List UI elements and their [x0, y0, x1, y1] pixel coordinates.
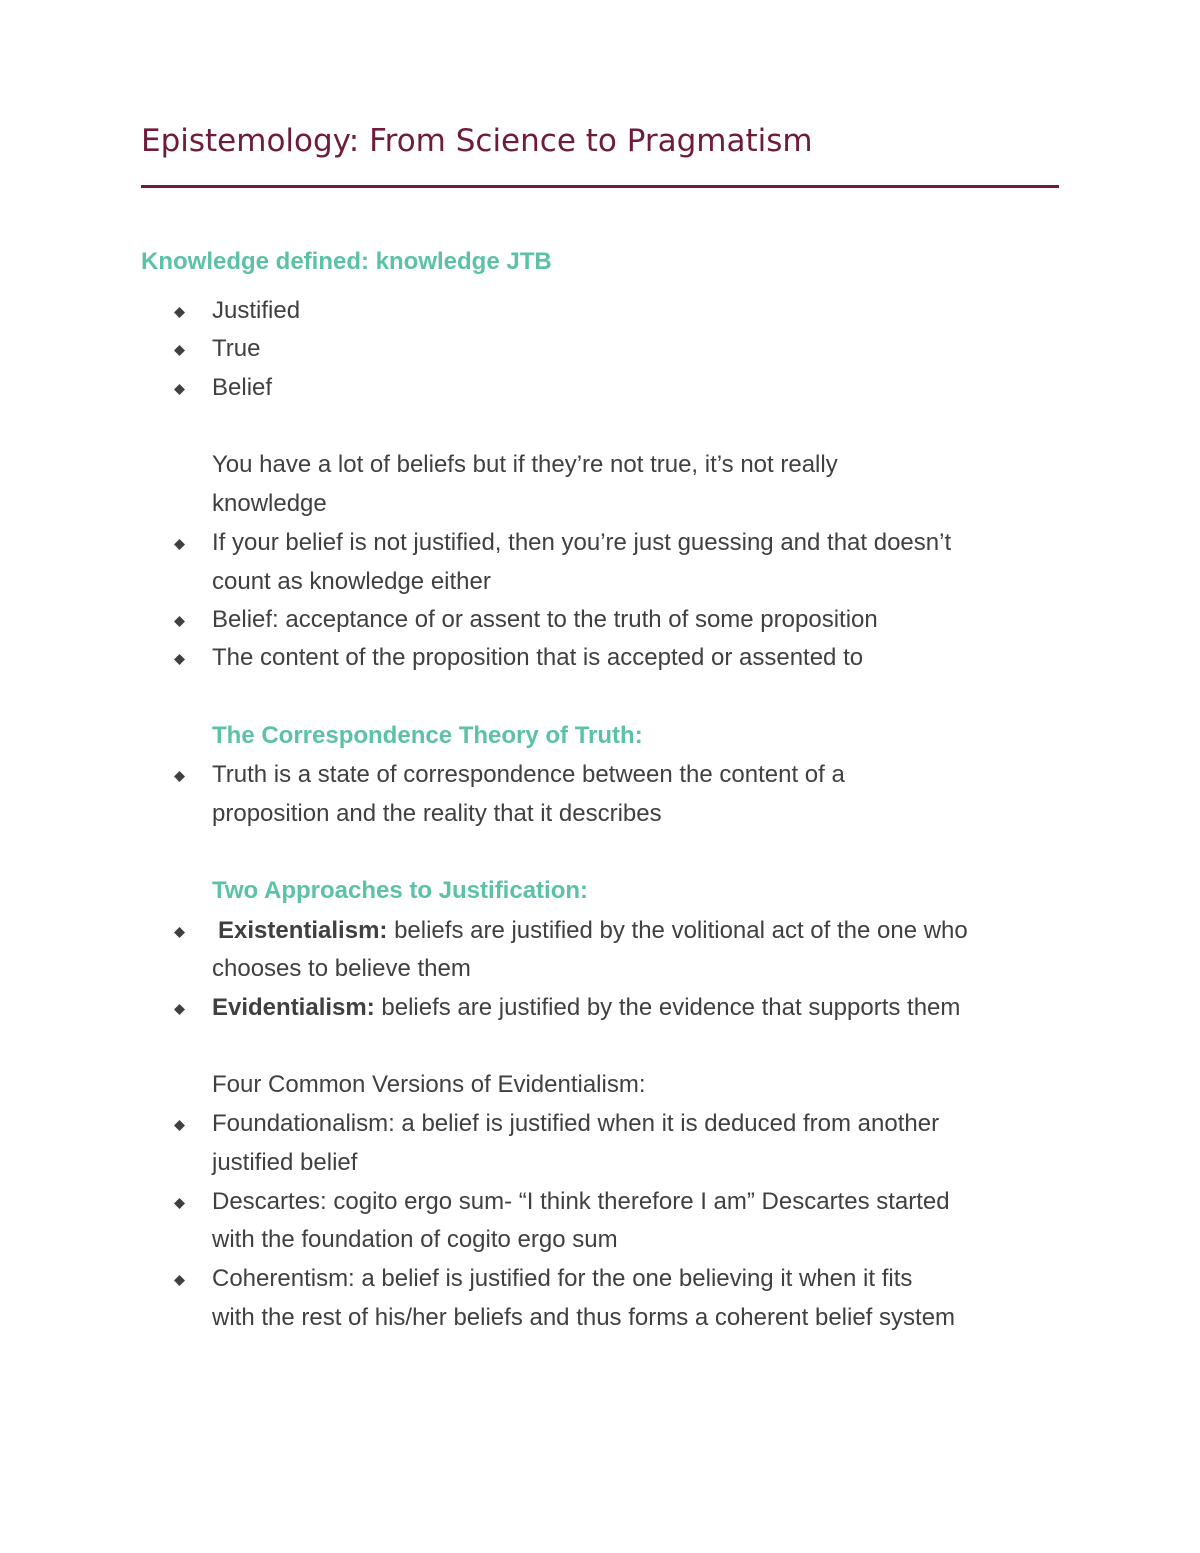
diamond-bullet-icon: [173, 344, 186, 357]
diamond-bullet-icon: [173, 1003, 186, 1016]
list-item: Belief: [212, 374, 273, 401]
paragraph-line: You have a lot of beliefs but if they’re not true, it’s not really: [212, 451, 838, 478]
paragraph-line: knowledge: [212, 490, 327, 517]
list-item-existentialism: [218, 913, 968, 949]
diamond-bullet-icon: [173, 615, 186, 628]
list-item-continuation: justified belief: [212, 1149, 358, 1176]
title-divider: [141, 185, 1059, 188]
diamond-bullet-icon: [173, 926, 186, 939]
diamond-bullet-icon: [173, 1119, 186, 1132]
diamond-bullet-icon: [173, 1274, 186, 1287]
list-item: Belief: acceptance of or assent to the truth of some proposition: [212, 606, 878, 633]
definition-evidentialism: beliefs are justified by the evidence that supports them: [374, 994, 961, 1021]
list-item-continuation: count as knowledge either: [212, 568, 491, 595]
list-item: Justified: [212, 297, 301, 324]
section-heading-justification: Two Approaches to Justification:: [212, 877, 589, 904]
list-item: Descartes: cogito ergo sum- “I think therefore I am” Descartes started: [212, 1188, 950, 1215]
diamond-bullet-icon: [173, 1197, 186, 1210]
page-title: Epistemology: From Science to Pragmatism: [141, 123, 813, 159]
definition-existentialism: beliefs are justified by the volitional act of the one who: [387, 917, 968, 944]
diamond-bullet-icon: [173, 306, 186, 319]
list-item-continuation: with the rest of his/her beliefs and thus forms a coherent belief system: [212, 1304, 956, 1331]
list-item-continuation: proposition and the reality that it describes: [212, 800, 662, 827]
list-item-evidentialism: [212, 990, 960, 1026]
list-item: True: [212, 335, 261, 362]
diamond-bullet-icon: [173, 653, 186, 666]
list-item: Coherentism: a belief is justified for the one believing it when it fits: [212, 1265, 913, 1292]
diamond-bullet-icon: [173, 383, 186, 396]
list-item-continuation: chooses to believe them: [212, 955, 471, 982]
list-item: If your belief is not justified, then you’re just guessing and that doesn’t: [212, 529, 952, 556]
list-item: Foundationalism: a belief is justified when it is deduced from another: [212, 1110, 940, 1137]
diamond-bullet-icon: [173, 538, 186, 551]
diamond-bullet-icon: [173, 770, 186, 783]
section-heading-jtb: Knowledge defined: knowledge JTB: [141, 248, 552, 275]
section-heading-correspondence: The Correspondence Theory of Truth:: [212, 722, 643, 749]
list-item-continuation: with the foundation of cogito ergo sum: [212, 1226, 618, 1253]
term-existentialism: Existentialism:: [218, 917, 388, 944]
term-evidentialism: Evidentialism:: [212, 994, 375, 1021]
list-item: Truth is a state of correspondence between the content of a: [212, 761, 845, 788]
list-item: The content of the proposition that is accepted or assented to: [212, 644, 864, 671]
subsection-title-versions: Four Common Versions of Evidentialism:: [212, 1071, 646, 1098]
